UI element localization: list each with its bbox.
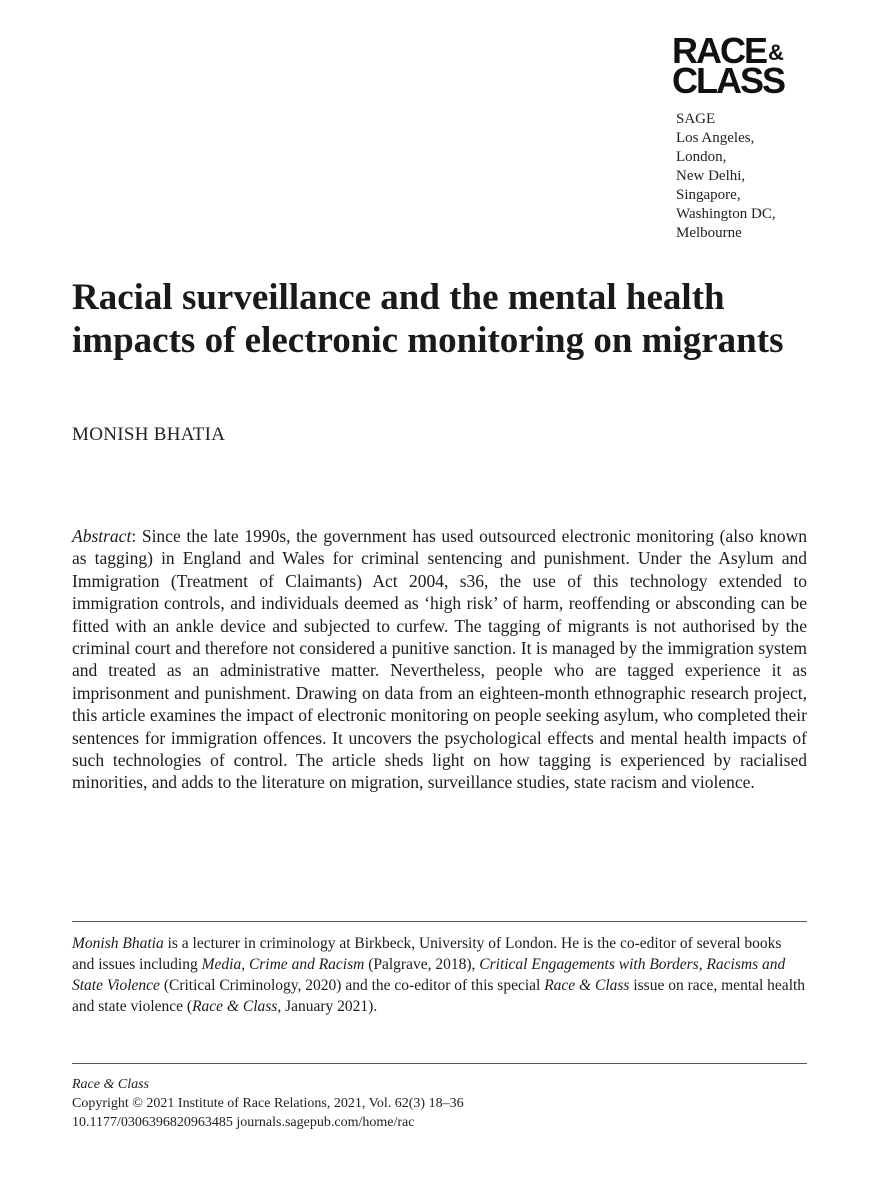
publisher-block [676, 110, 866, 243]
publisher-city: New Delhi, [676, 168, 746, 184]
publisher-city: London, [676, 149, 727, 165]
abstract-text: : Since the late 1990s, the government has used outsourced electronic monitoring (also known as tagging) in England and Wales for criminal sentencing and punishment. Under the Asylum and Immigration (Treatment of Claimants) Act 2004, s36, the use of this technology extended to immigration controls, and individuals deemed as ‘high risk’ of harm, reoffending or absconding can be fitted with an ankle device and subjected to curfew. The tagging of migrants is not authorised by the criminal court and therefore not considered a punitive sanction. It is managed by the immigration system and treated as an administrative matter. Nevertheless, people who are tagged experience it as imprisonment and punishment. Drawing on data from an eighteen-month ethnographic research project, this article examines the impact of electronic monitoring on people seeking asylum, who completed their sentences for immigration offences. It uncovers the psychological effects and mental health impacts of such technologies of control. The article sheds light on how tagging is experienced by racialised minorities, and adds to the literature on migration, surveillance studies, state racism and violence. [72, 526, 807, 793]
bio-journal-name: Race & Class [544, 977, 630, 994]
bio-author-name: Monish Bhatia [72, 935, 164, 952]
publisher-city: Melbourne [676, 225, 742, 241]
bio-text: (Critical Criminology, 2020) and the co-editor of this special [159, 977, 545, 994]
bio-text: , January 2021). [277, 998, 378, 1015]
publisher-city: Singapore, [676, 187, 741, 203]
publisher-name: SAGE [676, 111, 716, 127]
article-author: MONISH BHATIA [72, 424, 226, 445]
article-title: Racial surveillance and the mental health impacts of electronic monitoring on migrants [72, 277, 784, 361]
footer-copyright: Copyright © 2021 Institute of Race Relations, 2021, Vol. 62(3) 18–36 [72, 1096, 464, 1111]
bio-text: is a lecturer in criminology at Birkbeck, University of London. He is the co-editor of several books and issues including [72, 935, 782, 973]
footer-journal-name: Race & Class [72, 1077, 149, 1092]
author-bio [72, 933, 807, 1017]
bio-text: (Palgrave, 2018), [364, 956, 480, 973]
abstract-paragraph [72, 525, 807, 794]
bio-book-title: Media, Crime and Racism [201, 956, 365, 973]
bio-book-title: Critical Engagements with Borders, Racisms and State Violence [72, 956, 786, 994]
publisher-city: Los Angeles, [676, 130, 755, 146]
abstract-label: Abstract [72, 526, 132, 546]
bio-journal-name: Race & Class [192, 998, 278, 1015]
citation-footer [72, 1075, 807, 1132]
divider-rule [72, 1063, 807, 1064]
logo-ampersand: & [768, 40, 784, 65]
bio-text: issue on race, mental health and state violence ( [72, 977, 806, 1015]
footer-doi-url: 10.1177/0306396820963485 journals.sagepub.com/home/rac [72, 1115, 415, 1130]
publisher-city: Washington DC, [676, 206, 776, 222]
race-and-class-logo [672, 30, 812, 101]
logo-word-class: CLASS [672, 60, 785, 101]
logo-word-race: RACE [672, 30, 767, 71]
divider-rule [72, 921, 807, 922]
